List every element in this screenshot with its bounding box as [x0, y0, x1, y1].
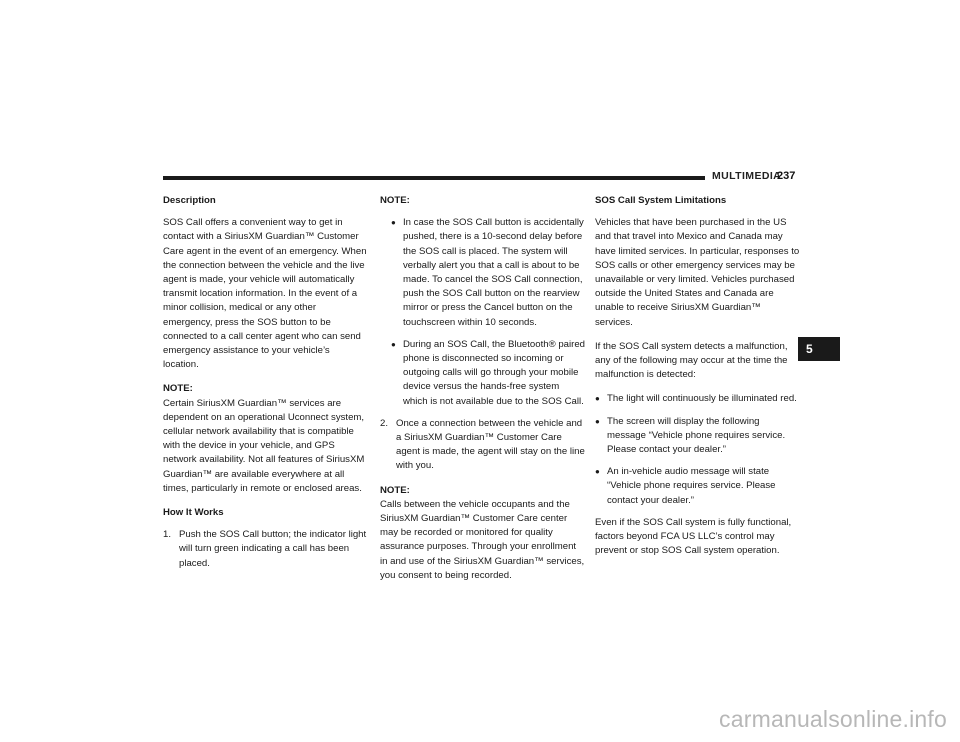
note-text: Calls between the vehicle occupants and the SiriusXM Guardian™ Customer Care center may be recorded or monitored for quality assurance purposes. Through your enrollment in and use of the SiriusXM Guardian™ services, you consent to being recorded.: [380, 498, 585, 581]
section-title: MULTIMEDIA: [712, 170, 782, 182]
header-rule: [163, 176, 705, 180]
note-label: NOTE:: [380, 195, 410, 206]
column-3: [595, 194, 800, 568]
step-1: [163, 528, 368, 571]
bullet-icon: ●: [391, 218, 396, 228]
malfunction-text: If the SOS Call system detects a malfunction, any of the following may occur at the time the malfunction is detected:: [595, 340, 788, 381]
watermark: carmanualsonline.info: [719, 706, 947, 732]
bullet-icon: ●: [391, 339, 396, 349]
chapter-tab: 5: [798, 337, 840, 361]
description-heading: Description: [163, 195, 216, 206]
page-number: 237: [777, 170, 796, 182]
step-2: [380, 417, 586, 474]
list-item: [380, 338, 586, 409]
step-number: 1.: [163, 529, 172, 541]
note-text: Certain SiriusXM Guardian™ services are dependent on an operational Uconnect system, cellular network availability that is compatible with the device in your vehicle, and GPS network availability. Not all features of SiriusXM Guardian™ are available everywhere at all times, particularly in remote or enclosed areas.: [163, 397, 365, 494]
step-number: 2.: [380, 417, 389, 429]
bullet-text: An in-vehicle audio message will state “Vehicle phone requires service. Please contact your dealer.”: [607, 466, 776, 506]
note-label: NOTE:: [163, 383, 193, 395]
bullet-text: The screen will display the following message “Vehicle phone requires service. Please contact your dealer.”: [607, 415, 786, 456]
bullet-icon: ●: [595, 467, 600, 477]
bullet-text: During an SOS Call, the Bluetooth® paired phone is disconnected so incoming or outgoing calls will go through your mobile device versus the hands-free system which is not available due to the SOS Call.: [403, 338, 585, 407]
list-item: [380, 216, 586, 330]
malfunction-bullet-list: [595, 392, 800, 507]
bullet-icon: ●: [595, 416, 600, 426]
description-text: SOS Call offers a convenient way to get in contact with a SiriusXM Guardian™ Customer Care agent in the event of an emergency. When the connection between the vehicle and the live agent is made, your vehicle will automatically transmit location information. In the event of a minor collision, medical or any other emergency, press the SOS button to be connected to a call center agent who can send emergency assistance to your vehicle’s location.: [163, 217, 367, 371]
limitations-heading: SOS Call System Limitations: [595, 195, 727, 206]
column-2: [380, 194, 586, 593]
note-label: NOTE:: [380, 484, 410, 496]
column-1: [163, 194, 368, 581]
note-bullet-list: [380, 216, 586, 409]
limitations-text: Vehicles that have been purchased in the US and that travel into Mexico and Canada may have limited services. In particular, responses to SOS calls or other emergency services may be unavailable or very limited. Vehicles purchased outside the United States and Canada are unable to receive SiriusXM Guardian™ services.: [595, 217, 800, 328]
closing-text: Even if the SOS Call system is fully functional, factors beyond FCA US LLC’s control may prevent or stop SOS Call system operation.: [595, 516, 792, 557]
step-text: Push the SOS Call button; the indicator light will turn green indicating a call has been placed.: [179, 529, 367, 569]
list-item: [595, 392, 800, 406]
step-text: Once a connection between the vehicle and a SiriusXM Guardian™ Customer Care agent is made, the agent will stay on the line with you.: [396, 417, 585, 472]
bullet-text: The light will continuously be illuminated red.: [607, 393, 797, 405]
list-item: [595, 465, 800, 508]
how-it-works-heading: How It Works: [163, 507, 224, 519]
bullet-text: In case the SOS Call button is accidentally pushed, there is a 10-second delay before the SOS call is placed. The system will verbally alert you that a call is about to be made. To cancel the SOS Call connection, push the SOS Call button on the rearview mirror or press the Cancel button on the touchscreen within 10 seconds.: [403, 217, 584, 328]
list-item: [595, 415, 800, 458]
bullet-icon: ●: [595, 394, 600, 404]
